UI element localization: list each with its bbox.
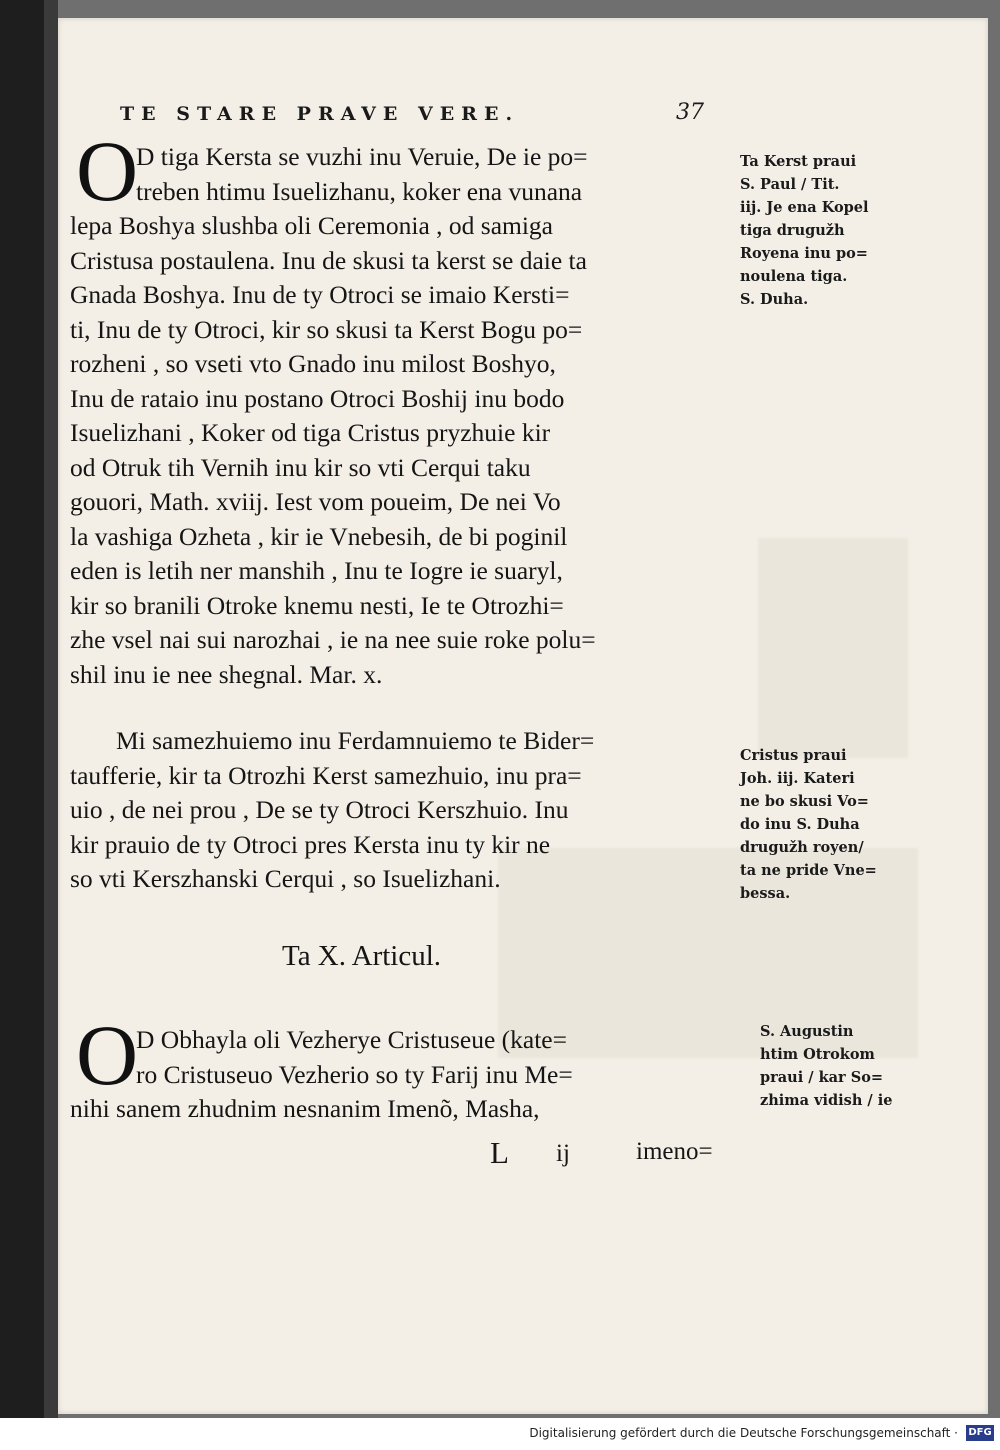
marginal-line: zhima vidish / ie — [760, 1092, 893, 1109]
marginal-line: Royena inu po= — [740, 245, 868, 262]
marginal-note-1 — [740, 150, 915, 311]
paragraph-1 — [70, 140, 735, 692]
article-heading: Ta X. Articul. — [282, 940, 442, 972]
marginal-line: ta ne pride Vne= — [740, 862, 877, 879]
text-line: ti, Inu de ty Otroci, kir so skusi ta Kerst Bogu po= — [70, 314, 583, 344]
signature-mark: L — [490, 1135, 509, 1170]
text-line: D Obhayla oli Vezherye Cristuseue (kate= — [136, 1025, 567, 1054]
catchword: imeno= — [636, 1138, 713, 1165]
text-line: la vashiga Ozheta , kir ie Vnebesih, de bi poginil — [70, 521, 568, 551]
text-line: gouori, Math. xviij. Iest vom poueim, De nei Vo — [70, 487, 561, 516]
marginal-line: iij. Je ena Kopel — [740, 199, 869, 216]
text-line: treben htimu Isuelizhanu, koker ena vunana — [136, 176, 583, 206]
page-number: 37 — [676, 100, 704, 125]
text-line: Gnada Boshya. Inu de ty Otroci se imaio Kersti= — [70, 280, 570, 309]
text-line: taufferie, kir ta Otrozhi Kerst samezhuio, inu pra= — [70, 760, 582, 790]
marginal-line: S. Paul / Tit. — [740, 176, 840, 193]
marginal-line: do inu S. Duha — [740, 816, 860, 833]
scan-background-edge — [44, 0, 58, 1450]
footer-bar — [0, 1418, 1000, 1450]
marginal-line: htim Otrokom — [760, 1046, 875, 1063]
show-through-stain — [758, 538, 908, 758]
marginal-line: praui / kar So= — [760, 1069, 884, 1086]
text-line: lepa Boshya slushba oli Ceremonia , od samiga — [70, 211, 553, 240]
text-line: Mi samezhuiemo inu Ferdamnuiemo te Bider= — [116, 726, 595, 755]
marginal-line: Joh. iij. Kateri — [740, 770, 855, 787]
marginal-line: tiga drugužh — [740, 222, 845, 239]
marginal-note-3 — [760, 1020, 935, 1112]
text-line: Inu de rataio inu postano Otroci Boshij inu bodo — [70, 383, 565, 413]
text-line: shil inu ie nee shegnal. Mar. x. — [70, 659, 383, 689]
marginal-line: noulena tiga. — [740, 268, 848, 285]
running-head: TE STARE PRAVE VERE. — [120, 103, 520, 125]
text-line: Cristusa postaulena. Inu de skusi ta kerst se daie ta — [70, 245, 587, 275]
digitization-credit: Digitalisierung gefördert durch die Deutsche Forschungsgemeinschaft · — [529, 1426, 958, 1440]
marginal-line: Ta Kerst praui — [740, 153, 857, 170]
marginal-line: ne bo skusi Vo= — [740, 793, 869, 810]
marginal-line: S. Augustin — [760, 1023, 854, 1040]
text-line: D tiga Kersta se vuzhi inu Veruie, De ie po= — [136, 142, 588, 171]
marginal-line: drugužh royen/ — [740, 839, 864, 856]
marginal-line: S. Duha. — [740, 291, 809, 308]
marginal-line: Cristus praui — [740, 747, 847, 764]
marginal-note-2 — [740, 744, 915, 905]
text-line: eden is letih ner manshih , Inu te Iogre ie suaryl, — [70, 556, 563, 585]
text-line: uio , de nei prou , De se ty Otroci Kerszhuio. Inu — [70, 795, 569, 824]
scan-background — [0, 0, 44, 1450]
text-line: zhe vsel nai sui narozhai , ie na nee suie roke polu= — [70, 625, 596, 654]
drop-cap: O — [76, 1007, 139, 1103]
text-line: kir so branili Otroke knemu nesti, Ie te Otrozhi= — [70, 590, 564, 620]
marginal-line: bessa. — [740, 885, 791, 902]
text-line: Isuelizhani , Koker od tiga Cristus pryzhuie kir — [70, 418, 551, 447]
paragraph-3 — [70, 1023, 735, 1127]
text-line: kir prauio de ty Otroci pres Kersta inu ty kir ne — [70, 829, 551, 859]
text-line: rozheni , so vseti vto Gnado inu milost Boshyo, — [70, 349, 556, 378]
drop-cap: O — [76, 123, 139, 219]
signature-number: ij — [556, 1140, 570, 1167]
text-line: od Otruk tih Vernih inu kir so vti Cerqui taku — [70, 452, 531, 482]
text-line: so vti Kerszhanski Cerqui , so Isuelizhani. — [70, 864, 501, 893]
text-line: ro Cristuseuo Vezherio so ty Farij inu Me= — [136, 1059, 573, 1089]
paragraph-2 — [70, 724, 735, 897]
text-line: nihi sanem zhudnim nesnanim Imenõ, Masha, — [70, 1094, 540, 1123]
dfg-logo-icon: DFG — [966, 1425, 994, 1441]
